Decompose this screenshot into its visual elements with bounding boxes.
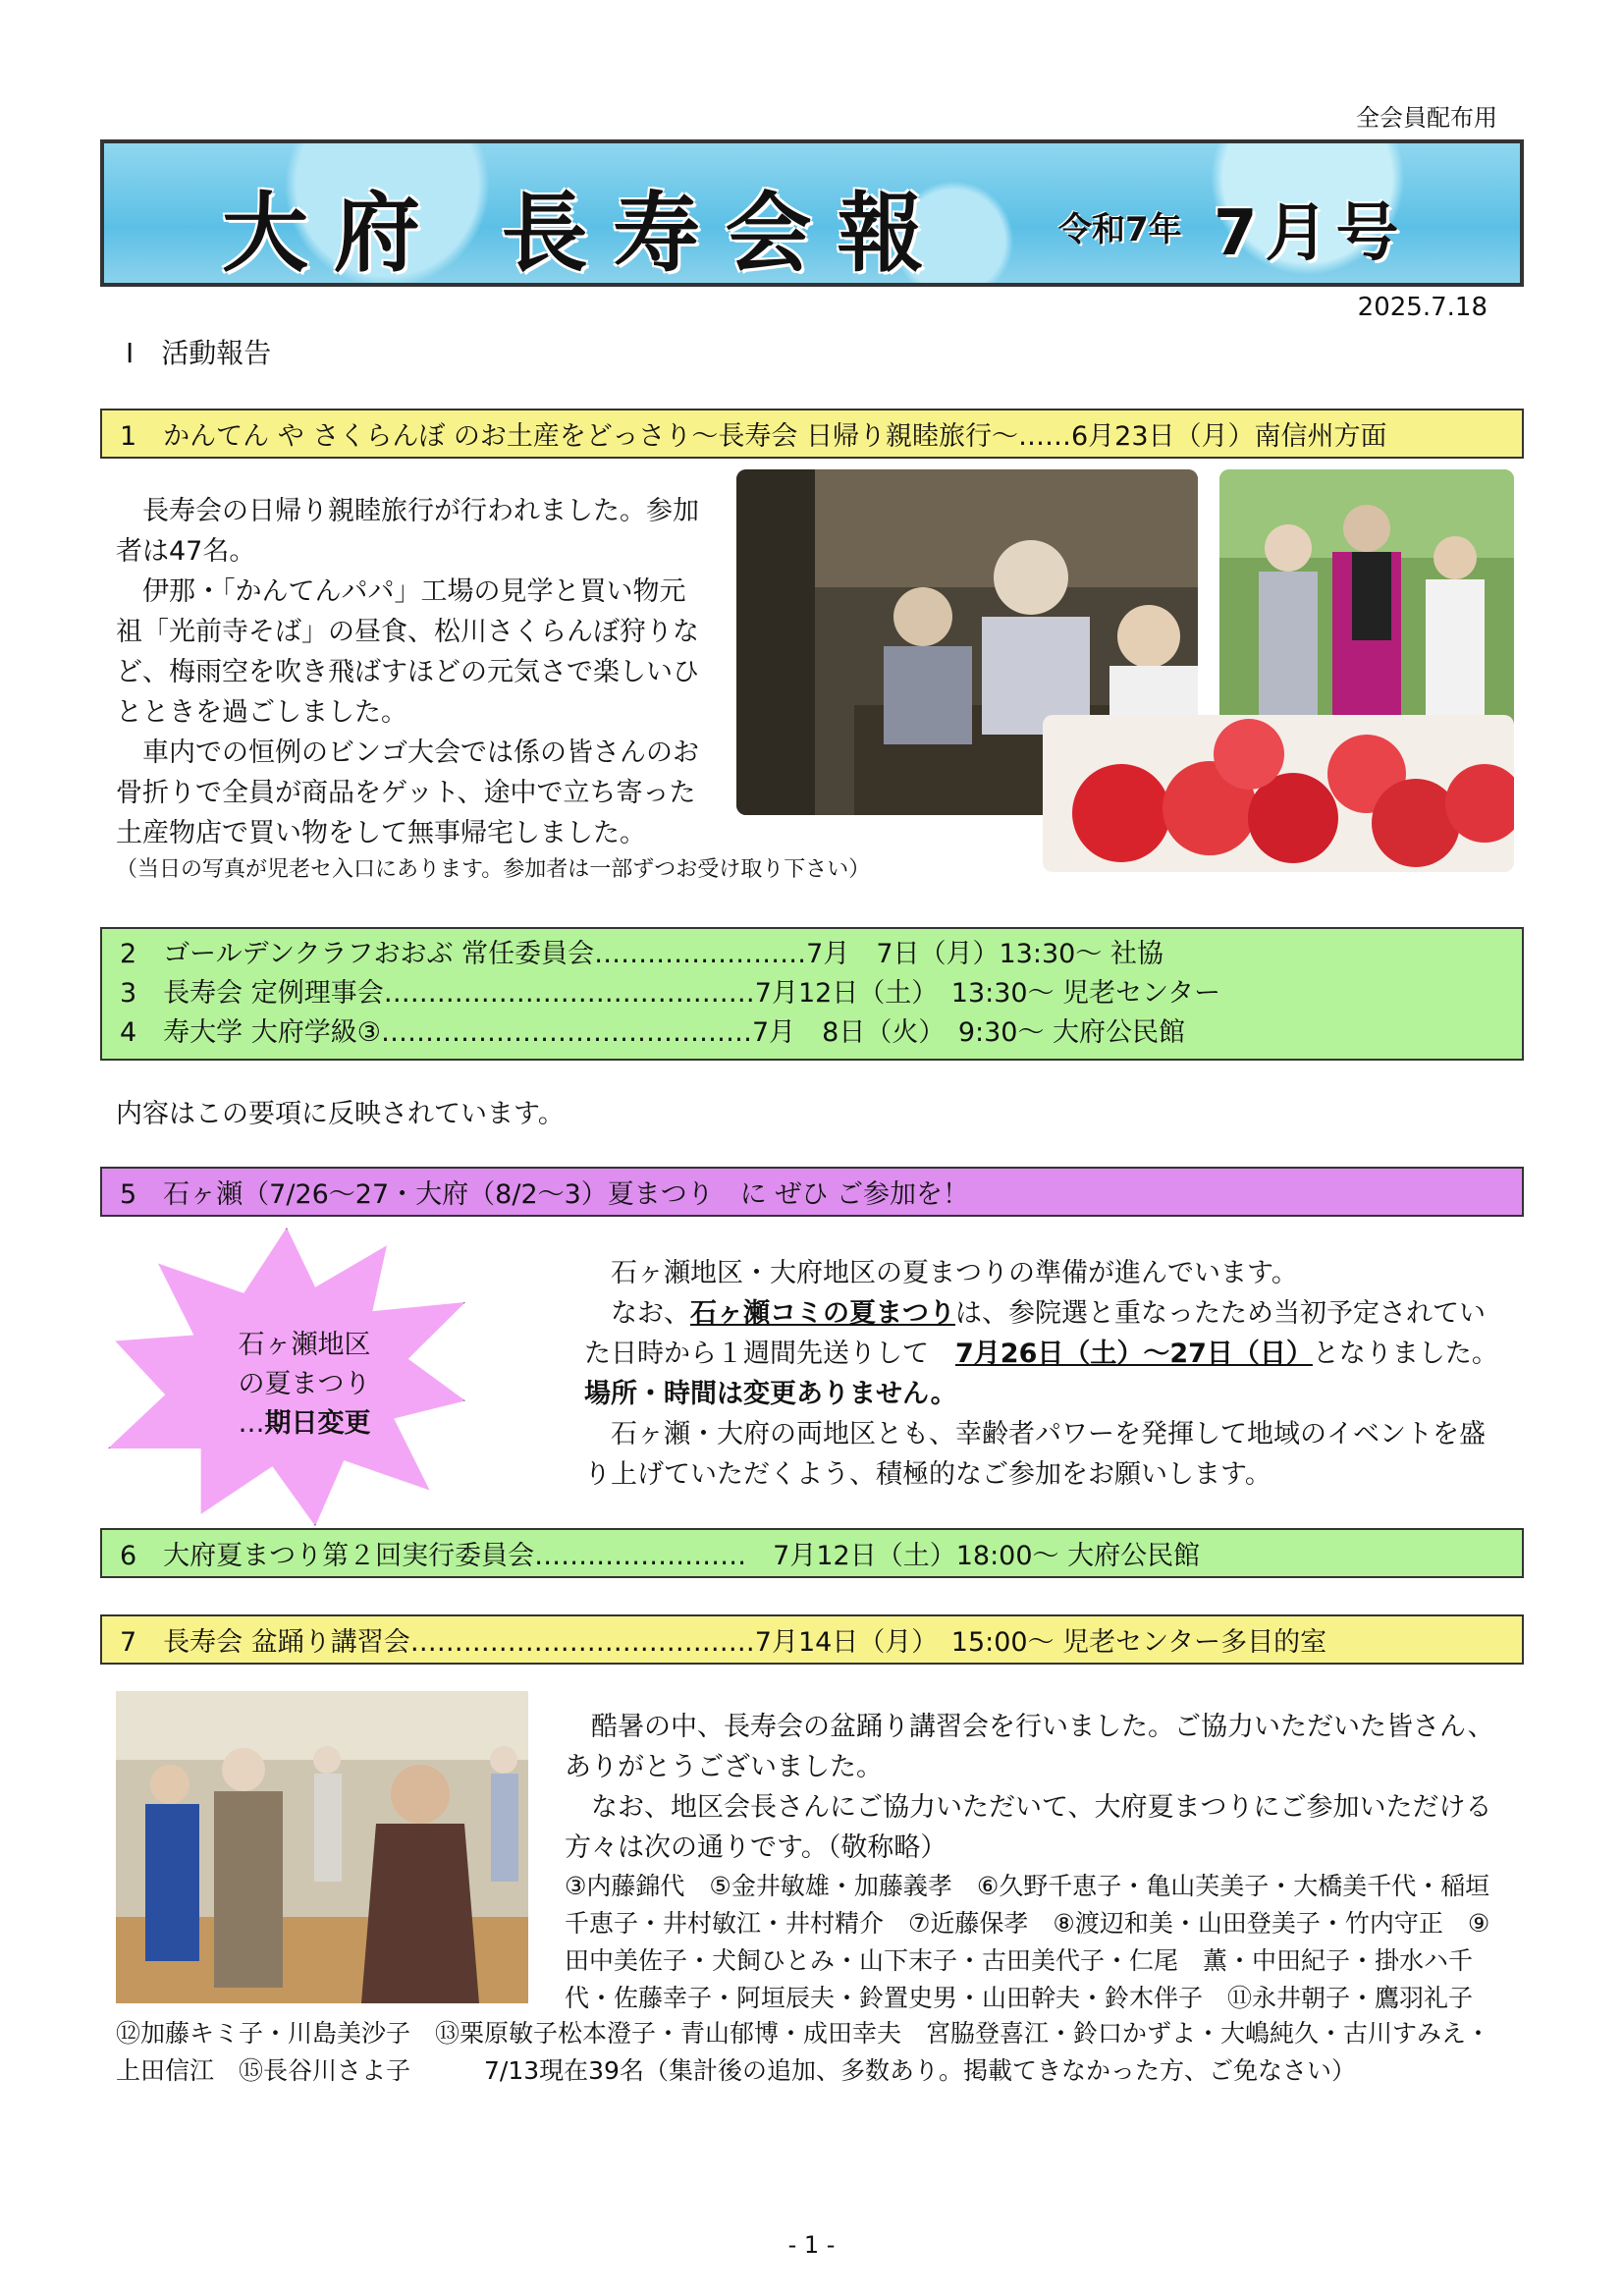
newsletter-banner <box>100 139 1524 287</box>
starburst-bold: 期日変更 <box>264 1408 371 1439</box>
cherries-photo <box>1043 715 1514 872</box>
item5-paragraph: 石ヶ瀬地区・大府地区の夏まつりの準備が進んでいます。 <box>584 1258 1298 1288</box>
item1-note: （当日の写真が児老セ入口にあります。参加者は一部ずつお受け取り下さい） <box>116 857 871 882</box>
schedule-note: 内容はこの要項に反映されています。 <box>116 1099 565 1129</box>
newsletter-title: 大府 長寿会報 <box>222 183 949 284</box>
dance-photo <box>116 1691 528 2003</box>
item7-title-bar: 7 長寿会 盆踊り講習会…………………………………7月14日（月） 15:00～ 児老センター多目的室 <box>100 1614 1524 1665</box>
starburst-line: の夏まつり <box>238 1369 371 1399</box>
item1-paragraph: 車内での恒例のビンゴ大会では係の皆さんのお骨折りで全員が商品をゲット、途中で立ち寄った土産物店で買い物をして無事帰宅しました。 <box>116 738 699 848</box>
item6-title-bar: 6 大府夏まつり第２回実行委員会…………………… 7月12日（土）18:00～ 大府公民館 <box>100 1528 1524 1578</box>
participant-names-a: ③内藤錦代 ⑤金井敏雄・加藤義孝 ⑥久野千恵子・亀山芙美子・大橋美千代・稲垣千恵子・井村敏江・井村精介 ⑦近藤保孝 ⑧渡辺和美・山田登美子・竹内守正 ⑨田中美佐子・犬飼ひとみ・山下末子・古田美代子・仁尾 薫・中田紀子・掛水ハ千代・佐藤幸子・阿垣辰夫・鈴置史男・山田幹夫・鈴木伴子 ⑪永井朝子・鷹羽礼子 <box>565 1872 1490 2012</box>
starburst-text <box>216 1326 393 1444</box>
schedule-row: 3 長寿会 定例理事会……………………………………7月12日（土） 13:30～ 児老センター <box>120 978 1221 1009</box>
item5-paragraph: 石ヶ瀬・大府の両地区とも、幸齢者パワーを発揮して地域のイベントを盛り上げていただくよう、積極的なご参加をお願いします。 <box>584 1419 1486 1490</box>
schedule-row: 4 寿大学 大府学級③……………………………………7月 8日（火） 9:30～ 大府公民館 <box>120 1017 1186 1048</box>
schedule-row: 2 ゴールデンクラフおおぶ 常任委員会……………………7月 7日（月）13:30～ 社協 <box>120 939 1163 969</box>
section-heading: Ⅰ 活動報告 <box>126 337 272 369</box>
page-number: - 1 - <box>787 2231 836 2259</box>
item5-body <box>584 1253 1507 1495</box>
issue-date: 2025.7.18 <box>1357 293 1488 322</box>
item1-paragraph: 伊那・「かんてんパパ」工場の見学と買い物元祖「光前寺そば」の昼食、松川さくらんぼ狩りなど、梅雨空を吹き飛ばすほどの元気さで楽しいひとときを過ごしました。 <box>116 576 699 728</box>
item1-paragraph: 長寿会の日帰り親睦旅行が行われました。参加者は47名。 <box>116 496 699 567</box>
participant-names-b: ⑫加藤キミ子・川島美沙子 ⑬栗原敏子松本澄子・青山郁博・成田幸夫 宮脇登喜江・鈴口かずよ・大嶋純久・古川すみえ・上田信江 ⑮長谷川さよ子 7/13現在39名（集計後の追加、多数あり。掲載てきなかった方、ご免なさい） <box>116 2019 1491 2085</box>
starburst-prefix: … <box>238 1408 265 1439</box>
item7-paragraph: 酷暑の中、長寿会の盆踊り講習会を行いました。ご協力いただいた皆さん、ありがとうございました。 <box>565 1712 1494 1782</box>
newsletter-era: 令和7年 <box>1058 210 1182 249</box>
schedule-box <box>100 927 1524 1061</box>
distribution-note: 全会員配布用 <box>1356 104 1497 132</box>
newsletter-month: 7月号 <box>1214 197 1407 270</box>
item1-body <box>116 491 705 853</box>
item5-title-bar: 5 石ヶ瀬（7/26～27・大府（8/2～3）夏まつり に ぜひ ご参加を！ <box>100 1167 1524 1217</box>
item7-paragraph: なお、地区会長さんにご協力いただいて、大府夏まつりにご参加いただける方々は次の通りです。（敬称略） <box>565 1792 1492 1863</box>
starburst-line: 石ヶ瀬地区 <box>238 1330 371 1360</box>
item1-title-bar: 1 かんてん や さくらんぼ のお土産をどっさり～長寿会 日帰り親睦旅行～……6月23日（月）南信州方面 <box>100 409 1524 459</box>
item7-body <box>565 1707 1507 1868</box>
item5-paragraph: なお、石ヶ瀬コミの夏まつりは、参院選と重なったため当初予定されていた日時から１週間先送りして 7月26日（土）～27日（日）となりました。場所・時間は変更ありません。 <box>584 1298 1498 1409</box>
